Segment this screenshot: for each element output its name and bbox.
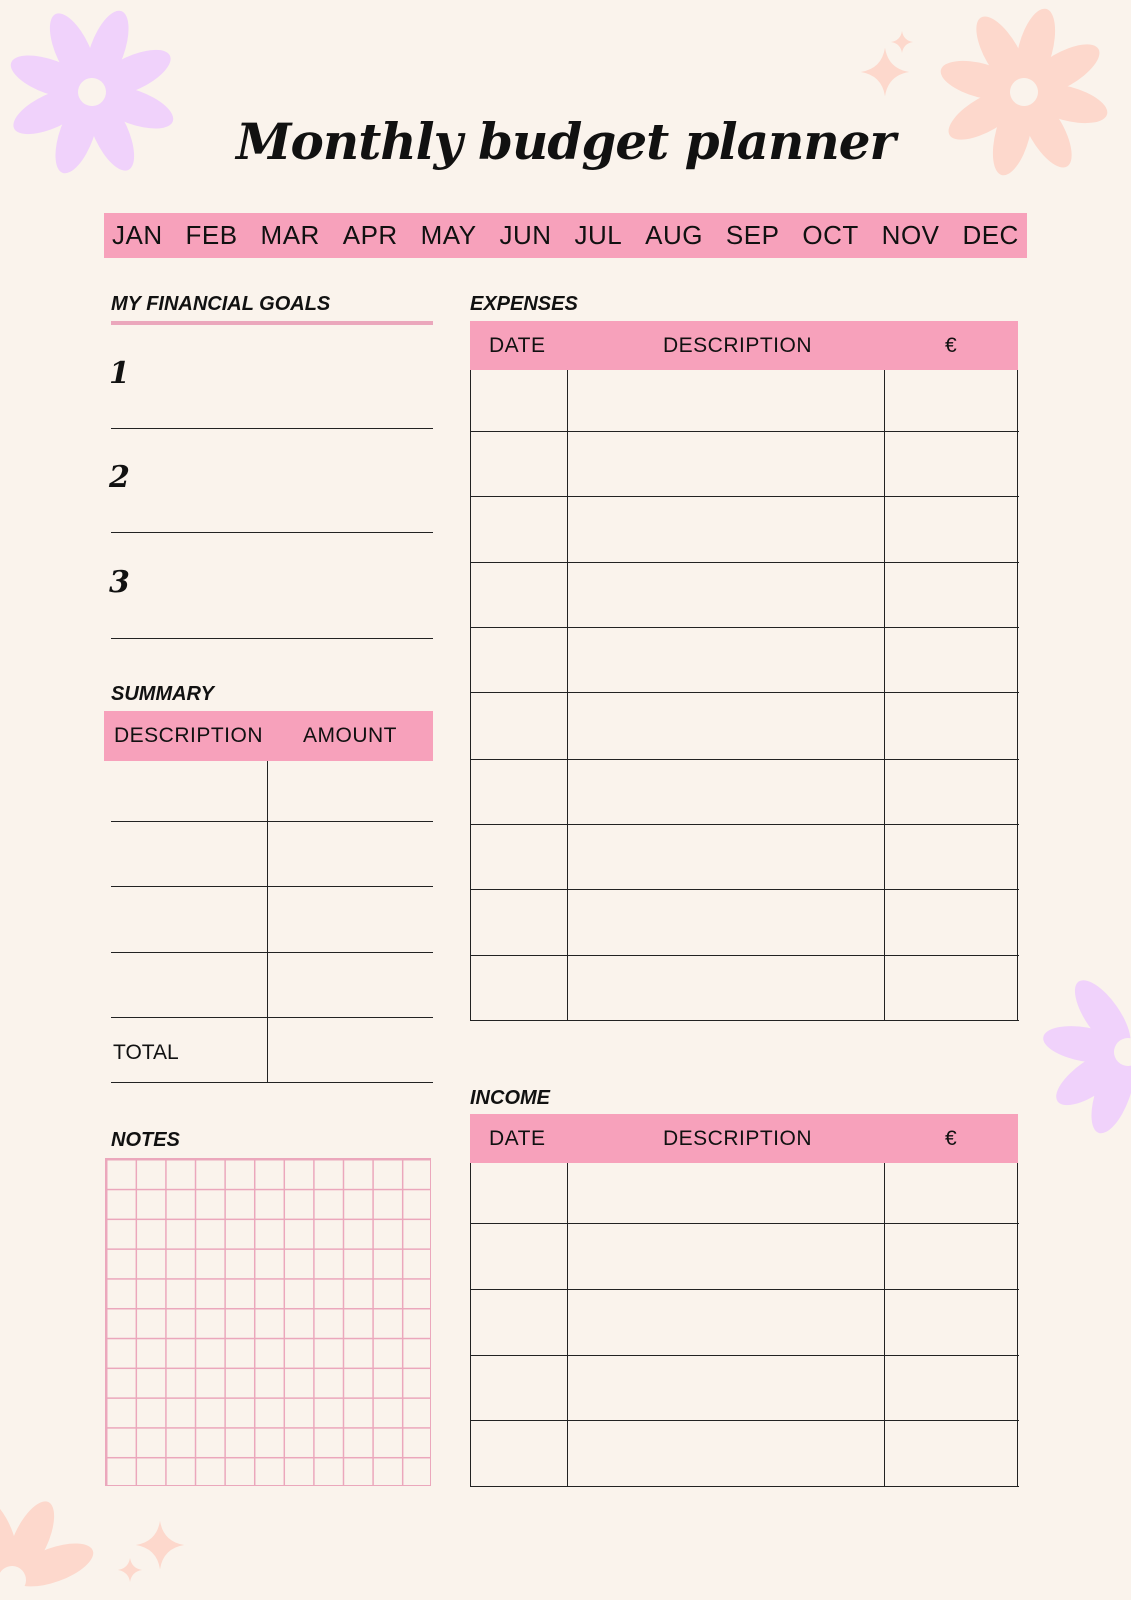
income-heading: INCOME: [470, 1087, 550, 1109]
table-cell[interactable]: [268, 952, 433, 1017]
table-cell[interactable]: [568, 627, 884, 692]
summary-col-amount: AMOUNT: [303, 724, 397, 747]
table-cell[interactable]: [471, 955, 567, 1020]
table-cell[interactable]: [568, 1355, 884, 1420]
table-cell[interactable]: [568, 1289, 884, 1355]
table-cell[interactable]: [885, 562, 1017, 627]
goal-number: 2: [109, 460, 130, 495]
income-col-date: DATE: [489, 1126, 546, 1150]
table-cell[interactable]: [471, 692, 567, 759]
table-cell[interactable]: [471, 1163, 567, 1223]
table-cell[interactable]: [885, 431, 1017, 496]
table-column-line: [267, 761, 268, 1082]
table-cell[interactable]: [568, 759, 884, 824]
table-cell[interactable]: [885, 627, 1017, 692]
expenses-header: [470, 321, 1018, 370]
month-tab[interactable]: OCT: [802, 220, 859, 250]
table-cell[interactable]: [885, 692, 1017, 759]
summary-header: [104, 711, 433, 761]
page-title: Monthly budget planner: [236, 112, 895, 171]
table-cell[interactable]: [471, 889, 567, 955]
table-cell[interactable]: [111, 886, 267, 952]
table-cell[interactable]: [568, 889, 884, 955]
flower-icon: [0, 1465, 114, 1600]
table-cell[interactable]: [471, 1355, 567, 1420]
table-cell[interactable]: [568, 496, 884, 562]
table-cell[interactable]: [885, 1289, 1017, 1355]
summary-heading: SUMMARY: [111, 683, 214, 705]
income-col-description: DESCRIPTION: [663, 1126, 813, 1150]
month-tab[interactable]: AUG: [645, 220, 703, 250]
table-row-line: [470, 1020, 1019, 1021]
table-cell[interactable]: [885, 1420, 1017, 1486]
summary-col-description: DESCRIPTION: [114, 724, 264, 747]
goal-number: 1: [109, 356, 130, 391]
goal-line[interactable]: [111, 532, 433, 533]
table-cell[interactable]: [885, 1223, 1017, 1289]
table-cell[interactable]: [471, 759, 567, 824]
table-cell[interactable]: [568, 1420, 884, 1486]
goal-line[interactable]: [111, 428, 433, 429]
table-cell[interactable]: [471, 824, 567, 889]
table-cell[interactable]: [111, 821, 267, 886]
notes-heading: NOTES: [111, 1129, 180, 1151]
notes-grid[interactable]: [105, 1158, 431, 1486]
table-cell[interactable]: [885, 759, 1017, 824]
table-cell[interactable]: [268, 821, 433, 886]
table-cell[interactable]: [568, 1163, 884, 1223]
table-cell[interactable]: [471, 562, 567, 627]
month-tab[interactable]: FEB: [185, 220, 238, 250]
table-cell[interactable]: [885, 496, 1017, 562]
table-cell[interactable]: [268, 761, 433, 821]
table-cell[interactable]: [568, 955, 884, 1020]
table-column-line: [1017, 1163, 1018, 1486]
expenses-heading: EXPENSES: [470, 293, 578, 315]
month-tab[interactable]: NOV: [881, 220, 940, 250]
goal-line[interactable]: [111, 638, 433, 639]
table-cell[interactable]: [471, 627, 567, 692]
month-tab[interactable]: SEP: [725, 220, 780, 250]
flower-icon: [0, 0, 202, 202]
table-row-line: [470, 1486, 1019, 1487]
table-cell[interactable]: [568, 1223, 884, 1289]
goal-number: 3: [109, 565, 130, 600]
table-cell[interactable]: [111, 952, 267, 1017]
month-tab[interactable]: MAR: [260, 220, 320, 250]
table-cell[interactable]: [268, 1017, 433, 1082]
table-cell[interactable]: [568, 824, 884, 889]
table-cell[interactable]: [568, 692, 884, 759]
expenses-col-amount: €: [945, 333, 958, 357]
table-cell[interactable]: [885, 824, 1017, 889]
expenses-col-date: DATE: [489, 333, 546, 357]
table-cell[interactable]: [885, 1163, 1017, 1223]
table-cell[interactable]: [568, 431, 884, 496]
sparkle-icon: [118, 1521, 184, 1582]
month-tab[interactable]: DEC: [962, 220, 1019, 250]
income-header: [470, 1114, 1018, 1163]
table-cell[interactable]: [471, 1420, 567, 1486]
goals-underline: [111, 321, 433, 325]
table-cell[interactable]: [471, 1223, 567, 1289]
month-tab[interactable]: JAN: [112, 220, 163, 250]
month-tab[interactable]: MAY: [420, 220, 477, 250]
table-cell[interactable]: [111, 761, 267, 821]
month-tab[interactable]: APR: [342, 220, 398, 250]
table-cell[interactable]: [471, 496, 567, 562]
income-col-amount: €: [945, 1126, 958, 1150]
month-tab[interactable]: JUL: [574, 220, 623, 250]
table-cell[interactable]: [471, 370, 567, 431]
expenses-col-description: DESCRIPTION: [663, 333, 813, 357]
sparkle-icon: [861, 31, 913, 96]
table-column-line: [1017, 370, 1018, 1020]
table-cell[interactable]: [568, 370, 884, 431]
table-cell[interactable]: [885, 955, 1017, 1020]
table-cell[interactable]: [885, 1355, 1017, 1420]
month-tab[interactable]: JUN: [499, 220, 552, 250]
table-cell[interactable]: [885, 889, 1017, 955]
table-row-line: [111, 1082, 433, 1083]
summary-total-label: TOTAL: [113, 1041, 179, 1064]
table-cell[interactable]: [268, 886, 433, 952]
table-cell[interactable]: [885, 370, 1017, 431]
goals-heading: MY FINANCIAL GOALS: [111, 293, 331, 315]
flower-icon: [1028, 965, 1131, 1141]
table-cell[interactable]: [568, 562, 884, 627]
table-cell[interactable]: [471, 431, 567, 496]
month-selector: [104, 213, 1027, 258]
table-cell[interactable]: [471, 1289, 567, 1355]
